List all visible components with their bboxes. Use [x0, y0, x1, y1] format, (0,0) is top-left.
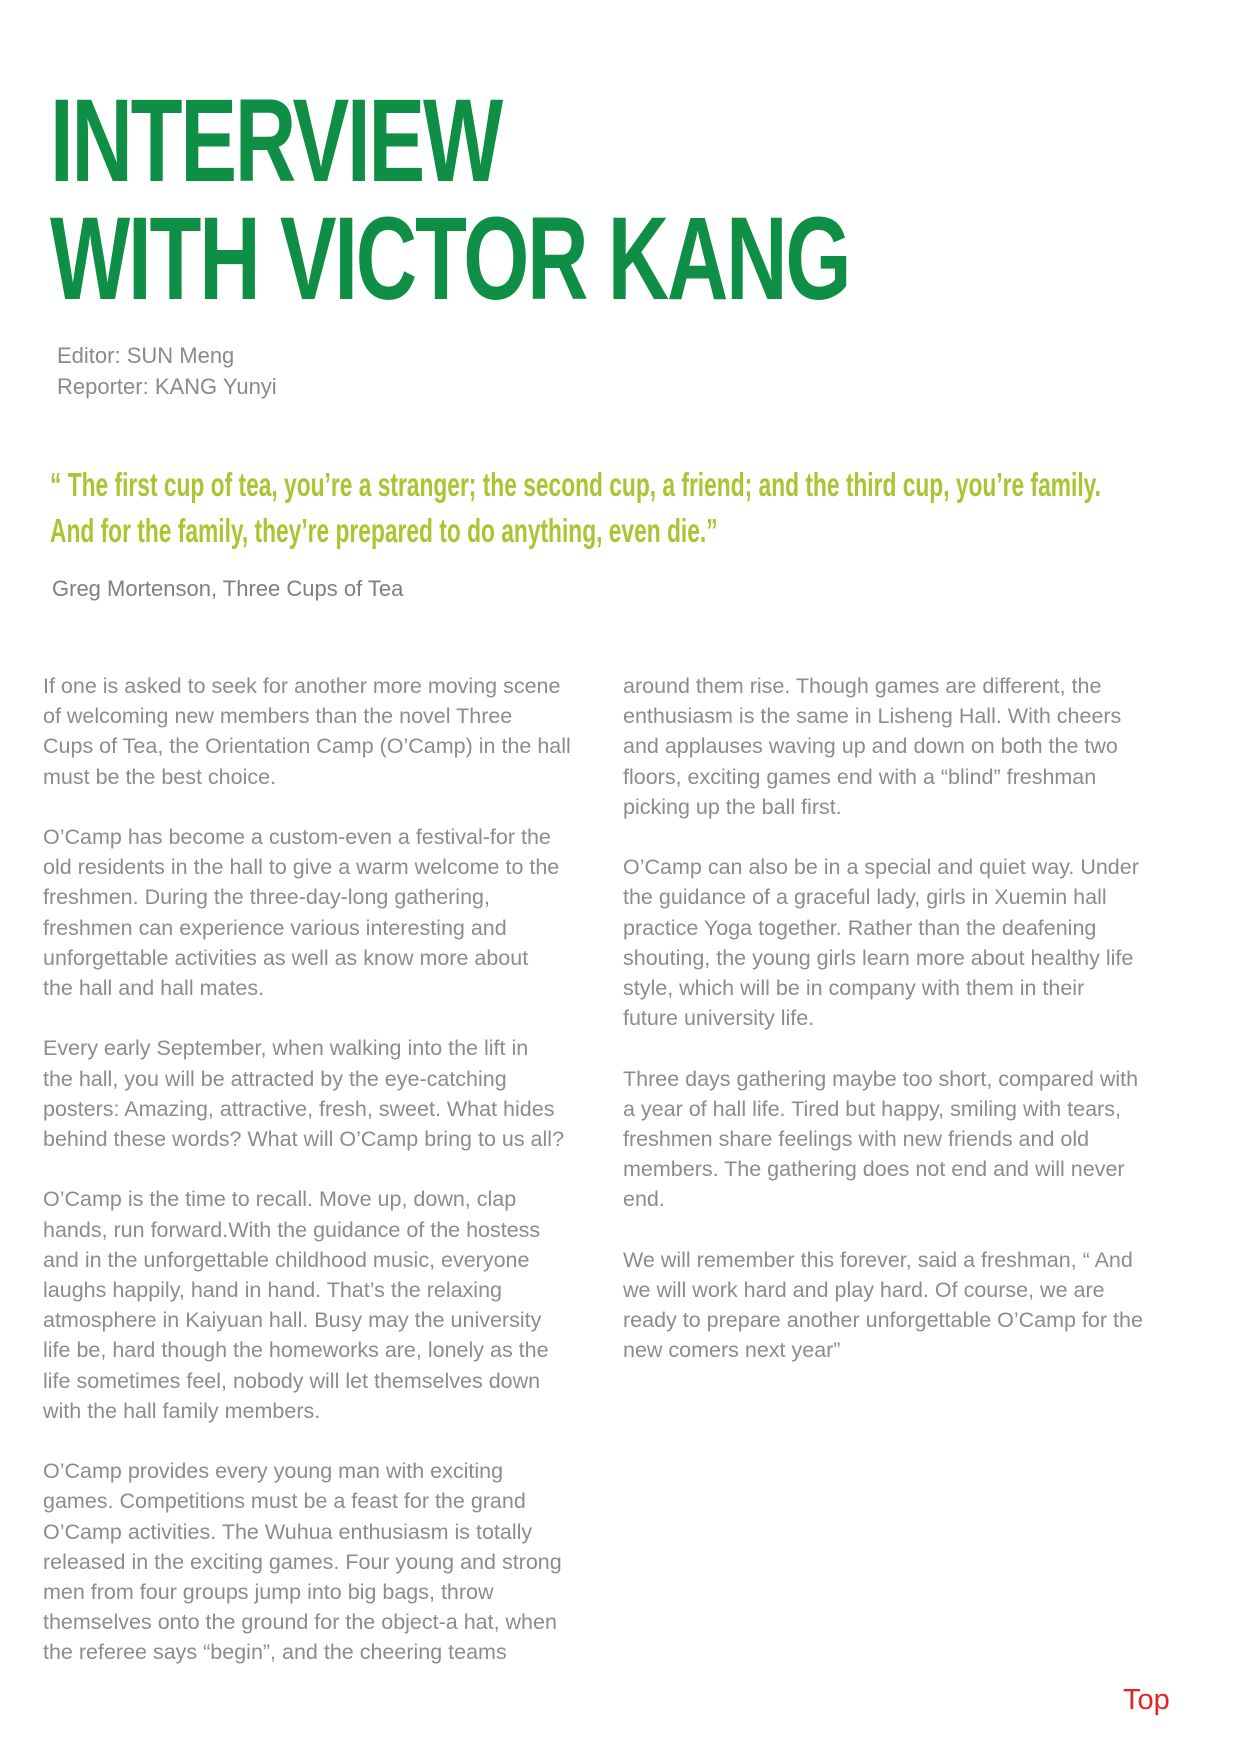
body-column-left	[43, 671, 603, 1698]
paragraph-line: Three days gathering maybe too short, compared with	[623, 1066, 1139, 1091]
paragraph-line: shouting, the young girls learn more about healthy life	[623, 945, 1134, 970]
paragraph-line: picking up the ball first.	[623, 794, 842, 819]
reporter-credit: Reporter: KANG Yunyi	[57, 374, 277, 399]
paragraph-line: If one is asked to seek for another more moving scene	[43, 674, 561, 698]
paragraph-line: floors, exciting games end with a “blind” freshman	[623, 764, 1097, 789]
paragraph-line: old residents in the hall to give a warm welcome to the	[43, 855, 560, 880]
paragraph-line: O’Camp has become a custom-even a festival-for the	[43, 825, 551, 849]
paragraph-line: O’Camp provides every young man with exciting	[43, 1459, 504, 1484]
body-paragraph	[43, 1033, 603, 1154]
title-line-1: INTERVIEW	[50, 75, 502, 207]
paragraph-line: a year of hall life. Tired but happy, smiling with tears,	[623, 1096, 1121, 1121]
paragraph-line: Every early September, when walking into the lift in	[43, 1036, 529, 1061]
body-paragraph	[43, 1184, 603, 1426]
paragraph-line: ready to prepare another unforgettable O’Camp for the	[623, 1308, 1143, 1333]
paragraph-line: the guidance of a graceful lady, girls in Xuemin hall	[623, 885, 1107, 910]
credits	[57, 340, 277, 402]
paragraph-line: must be the best choice.	[43, 764, 277, 789]
paragraph-line: O’Camp activities. The Wuhua enthusiasm is totally	[43, 1519, 533, 1544]
paragraph-line: atmosphere in Kaiyuan hall. Busy may the university	[43, 1308, 542, 1333]
body-paragraph	[623, 852, 1183, 1033]
paragraph-line: the hall, you will be attracted by the eye-catching	[43, 1066, 507, 1091]
paragraph-line: behind these words? What will O’Camp bring to us all?	[43, 1127, 565, 1152]
paragraph-line: members. The gathering does not end and will never	[623, 1157, 1125, 1182]
paragraph-line: and in the unforgettable childhood music, everyone	[43, 1247, 530, 1272]
quote-line-2: And for the family, they’re prepared to do anything, even die.”	[50, 512, 718, 549]
title-line-2: WITH VICTOR KANG	[50, 193, 850, 325]
paragraph-line: Cups of Tea, the Orientation Camp (O’Camp) in the hall	[43, 734, 571, 759]
paragraph-line: themselves onto the ground for the object-a hat, when	[43, 1610, 557, 1635]
paragraph-line: O’Camp is the time to recall. Move up, down, clap	[43, 1187, 517, 1212]
pull-quote	[50, 462, 1189, 554]
paragraph-line: released in the exciting games. Four young and strong	[43, 1549, 562, 1574]
paragraph-line: men from four groups jump into big bags, throw	[43, 1580, 494, 1605]
paragraph-line: life sometimes feel, nobody will let themselves down	[43, 1368, 541, 1393]
paragraph-line: freshmen can experience various interesting and	[43, 915, 507, 940]
paragraph-line: life be, hard though the homeworks are, lonely as the	[43, 1338, 549, 1363]
paragraph-line: style, which will be in company with them in their	[623, 976, 1085, 1001]
paragraph-line: the hall and hall mates.	[43, 976, 265, 1001]
paragraph-line: practice Yoga together. Rather than the deafening	[623, 915, 1097, 940]
paragraph-line: of welcoming new members than the novel Three	[43, 704, 513, 729]
paragraph-line: unforgettable activities as well as know more about	[43, 945, 529, 970]
body-paragraph	[623, 671, 1183, 822]
paragraph-line: freshmen. During the three-day-long gathering,	[43, 885, 490, 910]
paragraph-line: the referee says “begin”, and the cheering teams	[43, 1640, 507, 1665]
body-column-right	[623, 671, 1183, 1396]
paragraph-line: and applauses waving up and down on both the two	[623, 734, 1118, 759]
paragraph-line: enthusiasm is the same in Lisheng Hall. With cheers	[623, 704, 1122, 729]
body-paragraph	[43, 822, 603, 1003]
paragraph-line: with the hall family members.	[43, 1398, 321, 1423]
paragraph-line: hands, run forward.With the guidance of the hostess	[43, 1217, 541, 1242]
body-paragraph	[43, 1456, 603, 1667]
body-paragraph	[623, 1064, 1183, 1215]
paragraph-line: around them rise. Though games are different, the	[623, 674, 1102, 698]
quote-attribution: Greg Mortenson, Three Cups of Tea	[52, 576, 404, 601]
paragraph-line: We will remember this forever, said a freshman, “ And	[623, 1247, 1133, 1272]
paragraph-line: future university life.	[623, 1006, 815, 1031]
paragraph-line: O’Camp can also be in a special and quiet way. Under	[623, 855, 1139, 880]
paragraph-line: laughs happily, hand in hand. That’s the relaxing	[43, 1278, 502, 1303]
paragraph-line: posters: Amazing, attractive, fresh, sweet. What hides	[43, 1096, 555, 1121]
paragraph-line: we will work hard and play hard. Of course, we are	[623, 1278, 1105, 1303]
paragraph-line: games. Competitions must be a feast for the grand	[43, 1489, 526, 1514]
page-title	[50, 75, 850, 325]
quote-line-1: “ The first cup of tea, you’re a stranger; the second cup, a friend; and the third cup, you’re family.	[50, 466, 1101, 503]
body-paragraph	[43, 671, 603, 792]
editor-credit: Editor: SUN Meng	[57, 343, 235, 368]
back-to-top-link[interactable]: Top	[1123, 1684, 1170, 1716]
paragraph-line: end.	[623, 1187, 665, 1212]
body-paragraph	[623, 1245, 1183, 1366]
paragraph-line: new comers next year”	[623, 1338, 841, 1363]
paragraph-line: freshmen share feelings with new friends and old	[623, 1127, 1090, 1152]
